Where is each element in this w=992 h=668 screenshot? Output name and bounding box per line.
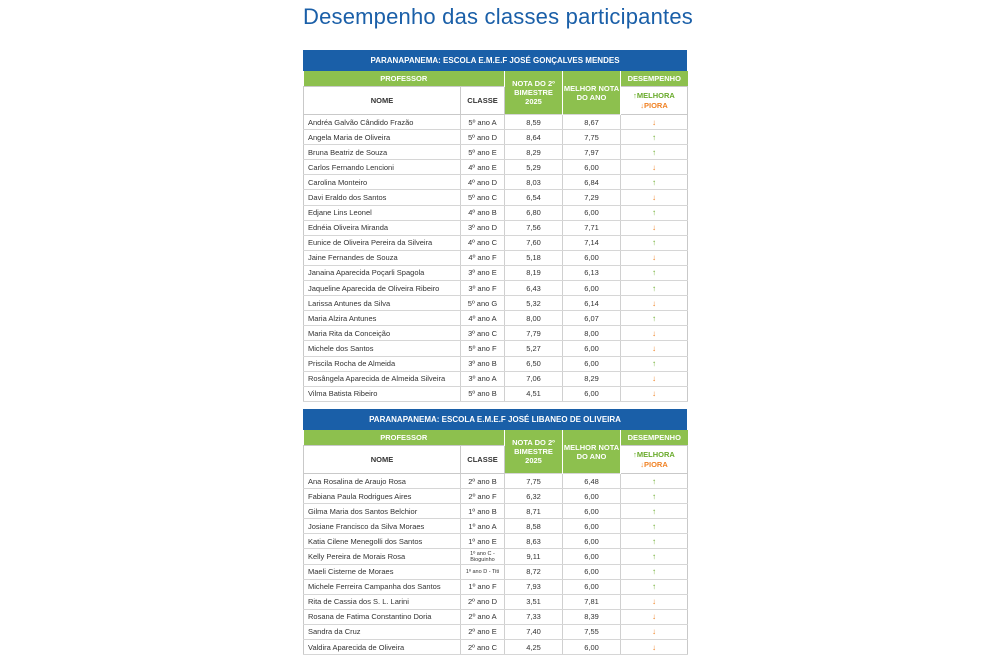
arrow-down-icon: ↓ [621,624,688,639]
arrow-down-icon: ↓ [621,115,688,130]
arrow-down-icon: ↓ [621,640,688,655]
best-grade-value: 6,00 [563,489,621,504]
arrow-up-icon: ↑ [621,311,688,326]
grade-value: 8,63 [505,534,563,549]
arrow-down-icon: ↓ [621,296,688,311]
arrow-down-icon: ↓ [621,594,688,609]
grade-value: 5,27 [505,341,563,356]
arrow-up-icon: ↑ [621,549,688,564]
grade-value: 8,58 [505,519,563,534]
class-header: CLASSE [461,87,505,115]
best-grade-value: 8,29 [563,371,621,386]
arrow-down-icon: ↓ [621,371,688,386]
grade-value: 8,64 [505,130,563,145]
arrow-up-icon: ↑ [621,504,688,519]
best-grade-value: 7,29 [563,190,621,205]
teacher-name: Maria Rita da Conceição [304,326,461,341]
school-table-1 [303,50,687,402]
table-row [304,205,688,220]
table-row [304,386,688,401]
teacher-name: Rosana de Fatima Constantino Doria [304,609,461,624]
performance-table [303,71,688,402]
best-grade-value: 6,00 [563,519,621,534]
performance-legend [621,446,688,474]
grade-value: 9,11 [505,549,563,564]
class-name: 2º ano B [461,474,505,489]
table-row [304,564,688,579]
name-header: NOME [304,446,461,474]
best-grade-value: 6,00 [563,160,621,175]
best-grade-value: 6,00 [563,341,621,356]
school-title: PARANAPANEMA: ESCOLA E.M.E.F JOSÉ LIBANEO DE OLIVEIRA [303,409,687,430]
class-name: 1º ano F [461,579,505,594]
grade-value: 5,32 [505,296,563,311]
teacher-name: Edjane Lins Leonel [304,205,461,220]
class-name: 5º ano C [461,190,505,205]
improve-legend: ↑MELHORA [633,449,675,459]
best-grade-value: 6,00 [563,386,621,401]
teacher-name: Bruna Beatriz de Souza [304,145,461,160]
best-grade-value: 7,97 [563,145,621,160]
teacher-name: Maria Alzira Antunes [304,311,461,326]
grade-value: 4,51 [505,386,563,401]
arrow-down-icon: ↓ [621,220,688,235]
table-row [304,594,688,609]
table-row [304,356,688,371]
class-name: 5º ano E [461,145,505,160]
teacher-name: Michele Ferreira Campanha dos Santos [304,579,461,594]
class-name: 5º ano B [461,386,505,401]
table-row [304,250,688,265]
teacher-name: Valdira Aparecida de Oliveira [304,640,461,655]
table-row [304,341,688,356]
best-grade-value: 6,84 [563,175,621,190]
grade-value: 7,79 [505,326,563,341]
grade-value: 7,93 [505,579,563,594]
teacher-name: Larissa Antunes da Silva [304,296,461,311]
school-title: PARANAPANEMA: ESCOLA E.M.E.F JOSÉ GONÇALVES MENDES [303,50,687,71]
table-row [304,504,688,519]
performance-legend [621,87,688,115]
teacher-name: Michele dos Santos [304,341,461,356]
name-header: NOME [304,87,461,115]
grade-value: 8,59 [505,115,563,130]
teacher-name: Andréa Galvão Cândido Frazão [304,115,461,130]
table-row [304,190,688,205]
table-row [304,489,688,504]
grade-value: 8,29 [505,145,563,160]
worse-legend: ↓PIORA [640,459,668,469]
teacher-name: Janaina Aparecida Poçarli Spagola [304,265,461,280]
teacher-name: Davi Eraldo dos Santos [304,190,461,205]
class-name: 1º ano C - Bioguinho [461,549,505,564]
table-row [304,609,688,624]
teacher-name: Ednéia Oliveira Miranda [304,220,461,235]
teacher-name: Carlos Fernando Lencioni [304,160,461,175]
class-header: CLASSE [461,446,505,474]
table-row [304,220,688,235]
best-grade-value: 6,00 [563,504,621,519]
class-name: 4º ano C [461,235,505,250]
best-grade-value: 6,13 [563,265,621,280]
class-name: 2º ano F [461,489,505,504]
teacher-name: Priscila Rocha de Almeida [304,356,461,371]
class-name: 3º ano C [461,326,505,341]
best-grade-value: 6,00 [563,250,621,265]
best-grade-value: 6,07 [563,311,621,326]
teacher-name: Katia Cilene Menegolli dos Santos [304,534,461,549]
grade-value: 7,56 [505,220,563,235]
arrow-down-icon: ↓ [621,341,688,356]
grade-value: 6,80 [505,205,563,220]
class-name: 2º ano C [461,640,505,655]
arrow-up-icon: ↑ [621,489,688,504]
grade-header: NOTA DO 2º BIMESTRE 2025 [505,430,563,474]
table-row [304,145,688,160]
grade-value: 6,50 [505,356,563,371]
class-name: 1º ano D - Titi [461,564,505,579]
grade-value: 7,60 [505,235,563,250]
class-name: 5º ano A [461,115,505,130]
class-name: 4º ano B [461,205,505,220]
class-name: 2º ano A [461,609,505,624]
professor-header: PROFESSOR [304,430,505,446]
class-name: 4º ano A [461,311,505,326]
teacher-name: Angela Maria de Oliveira [304,130,461,145]
grade-value: 7,75 [505,474,563,489]
arrow-down-icon: ↓ [621,609,688,624]
performance-header: DESEMPENHO [621,71,688,87]
arrow-up-icon: ↑ [621,205,688,220]
grade-value: 8,72 [505,564,563,579]
class-name: 5º ano F [461,341,505,356]
class-name: 1º ano E [461,534,505,549]
teacher-name: Jaqueline Aparecida de Oliveira Ribeiro [304,281,461,296]
teacher-name: Rosângela Aparecida de Almeida Silveira [304,371,461,386]
page-title: Desempenho das classes participantes [303,4,693,29]
best-grade-value: 8,39 [563,609,621,624]
best-grade-header: MELHOR NOTA DO ANO [563,71,621,115]
teacher-name: Fabiana Paula Rodrigues Aires [304,489,461,504]
table-row [304,519,688,534]
arrow-down-icon: ↓ [621,326,688,341]
grade-value: 7,40 [505,624,563,639]
arrow-up-icon: ↑ [621,281,688,296]
teacher-name: Eunice de Oliveira Pereira da Silveira [304,235,461,250]
arrow-up-icon: ↑ [621,265,688,280]
class-name: 1º ano B [461,504,505,519]
grade-header: NOTA DO 2º BIMESTRE 2025 [505,71,563,115]
table-row [304,624,688,639]
table-row [304,235,688,250]
arrow-down-icon: ↓ [621,386,688,401]
teacher-name: Josiane Francisco da Silva Moraes [304,519,461,534]
class-name: 2º ano D [461,594,505,609]
table-row [304,371,688,386]
teacher-name: Kelly Pereira de Morais Rosa [304,549,461,564]
class-name: 4º ano D [461,175,505,190]
best-grade-value: 6,00 [563,205,621,220]
table-row [304,326,688,341]
grade-value: 6,32 [505,489,563,504]
class-name: 3º ano E [461,265,505,280]
arrow-up-icon: ↑ [621,356,688,371]
teacher-name: Sandra da Cruz [304,624,461,639]
arrow-up-icon: ↑ [621,175,688,190]
table-row [304,130,688,145]
table-row [304,115,688,130]
professor-header: PROFESSOR [304,71,505,87]
best-grade-value: 6,00 [563,640,621,655]
arrow-down-icon: ↓ [621,250,688,265]
improve-legend: ↑MELHORA [633,90,675,100]
grade-value: 6,54 [505,190,563,205]
best-grade-value: 6,00 [563,356,621,371]
arrow-up-icon: ↑ [621,474,688,489]
table-row [304,579,688,594]
arrow-up-icon: ↑ [621,519,688,534]
class-name: 1º ano A [461,519,505,534]
grade-value: 8,71 [505,504,563,519]
school-table-2 [303,409,687,655]
best-grade-header: MELHOR NOTA DO ANO [563,430,621,474]
class-name: 3º ano F [461,281,505,296]
arrow-down-icon: ↓ [621,160,688,175]
class-name: 4º ano F [461,250,505,265]
grade-value: 7,33 [505,609,563,624]
grade-value: 5,29 [505,160,563,175]
best-grade-value: 7,75 [563,130,621,145]
performance-header: DESEMPENHO [621,430,688,446]
class-name: 4º ano E [461,160,505,175]
class-name: 2º ano E [461,624,505,639]
arrow-up-icon: ↑ [621,534,688,549]
best-grade-value: 6,00 [563,564,621,579]
class-name: 5º ano G [461,296,505,311]
best-grade-value: 6,00 [563,281,621,296]
table-row [304,281,688,296]
class-name: 3º ano A [461,371,505,386]
arrow-up-icon: ↑ [621,564,688,579]
best-grade-value: 7,55 [563,624,621,639]
teacher-name: Rita de Cassia dos S. L. Larini [304,594,461,609]
class-name: 3º ano B [461,356,505,371]
best-grade-value: 7,81 [563,594,621,609]
table-row [304,474,688,489]
best-grade-value: 7,71 [563,220,621,235]
grade-value: 4,25 [505,640,563,655]
grade-value: 3,51 [505,594,563,609]
teacher-name: Carolina Monteiro [304,175,461,190]
table-row [304,160,688,175]
teacher-name: Vilma Batista Ribeiro [304,386,461,401]
teacher-name: Maeli Cisterne de Moraes [304,564,461,579]
best-grade-value: 6,48 [563,474,621,489]
table-row [304,311,688,326]
arrow-up-icon: ↑ [621,579,688,594]
teacher-name: Ana Rosalina de Araujo Rosa [304,474,461,489]
teacher-name: Gilma Maria dos Santos Belchior [304,504,461,519]
arrow-up-icon: ↑ [621,130,688,145]
arrow-down-icon: ↓ [621,190,688,205]
best-grade-value: 6,00 [563,534,621,549]
best-grade-value: 6,00 [563,549,621,564]
best-grade-value: 6,00 [563,579,621,594]
arrow-up-icon: ↑ [621,145,688,160]
best-grade-value: 6,14 [563,296,621,311]
worse-legend: ↓PIORA [640,100,668,110]
arrow-up-icon: ↑ [621,235,688,250]
grade-value: 5,18 [505,250,563,265]
grade-value: 8,03 [505,175,563,190]
best-grade-value: 8,67 [563,115,621,130]
table-row [304,265,688,280]
table-row [304,549,688,564]
grade-value: 8,00 [505,311,563,326]
grade-value: 8,19 [505,265,563,280]
table-row [304,534,688,549]
performance-table [303,430,688,655]
best-grade-value: 8,00 [563,326,621,341]
table-row [304,296,688,311]
best-grade-value: 7,14 [563,235,621,250]
teacher-name: Jaine Fernandes de Souza [304,250,461,265]
class-name: 3º ano D [461,220,505,235]
table-row [304,640,688,655]
class-name: 5º ano D [461,130,505,145]
table-row [304,175,688,190]
grade-value: 7,06 [505,371,563,386]
grade-value: 6,43 [505,281,563,296]
